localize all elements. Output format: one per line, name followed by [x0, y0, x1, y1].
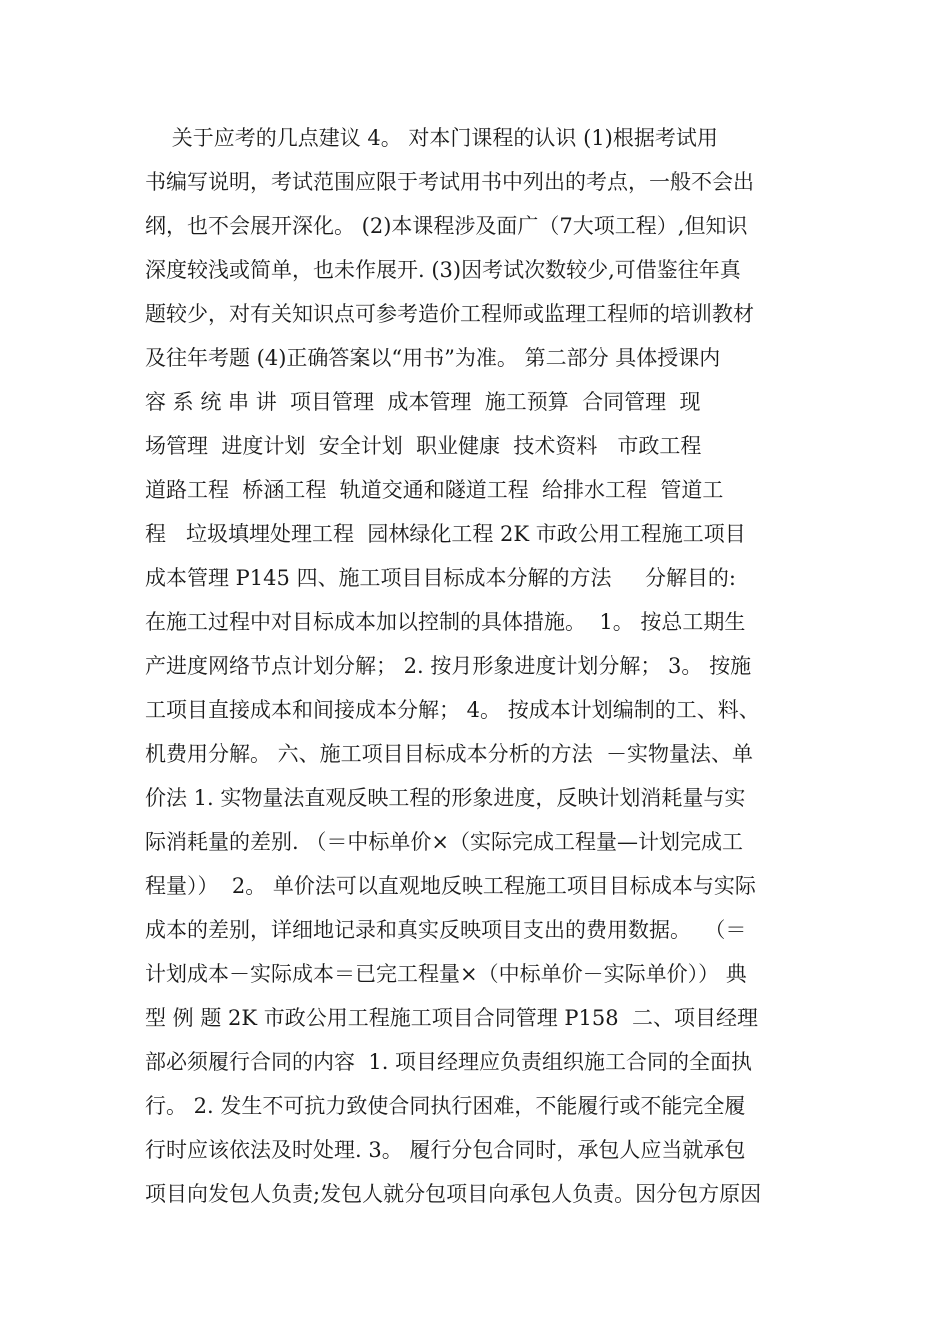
text-line: 场管理 进度计划 安全计划 职业健康 技术资料 市政工程: [145, 434, 702, 458]
text-line: 道路工程 桥涵工程 轨道交通和隧道工程 给排水工程 管道工: [145, 478, 724, 502]
text-line: 程量）） 2。 单价法可以直观地反映工程施工项目目标成本与实际: [145, 874, 756, 898]
body-text: [145, 116, 815, 1216]
text-line: 工项目直接成本和间接成本分解； 4。 按成本计划编制的工、料、: [145, 698, 760, 722]
text-line: 机费用分解。 六、施工项目目标成本分析的方法 －实物量法、单: [145, 742, 754, 766]
text-line: 关于应考的几点建议 4。 对本门课程的认识 (1)根据考试用: [145, 126, 718, 150]
text-line: 际消耗量的差别. （＝中标单价×（实际完成工程量—计划完成工: [145, 830, 743, 854]
text-line: 容 系 统 串 讲 项目管理 成本管理 施工预算 合同管理 现: [145, 390, 701, 414]
text-line: 计划成本－实际成本＝已完工程量×（中标单价－实际单价）） 典: [145, 962, 747, 986]
text-line: 价法 1. 实物量法直观反映工程的形象进度，反映计划消耗量与实: [145, 786, 746, 810]
text-line: 深度较浅或简单，也未作展开. (3)因考试次数较少,可借鉴往年真: [145, 258, 741, 282]
text-line: 行时应该依法及时处理. 3。 履行分包合同时，承包人应当就承包: [145, 1138, 746, 1162]
text-line: 及往年考题 (4)正确答案以“用书”为准。 第二部分 具体授课内: [145, 346, 721, 370]
text-line: 部必须履行合同的内容 1. 项目经理应负责组织施工合同的全面执: [145, 1050, 753, 1074]
text-line: 型 例 题 2K 市政公用工程施工项目合同管理 P158 二、项目经理: [145, 1006, 758, 1030]
text-line: 行。 2. 发生不可抗力致使合同执行困难，不能履行或不能完全履: [145, 1094, 746, 1118]
text-line: 在施工过程中对目标成本加以控制的具体措施。 1。 按总工期生: [145, 610, 746, 634]
text-line: 成本管理 P145 四、施工项目目标成本分解的方法 分解目的:: [145, 566, 737, 590]
text-line: 纲，也不会展开深化。 (2)本课程涉及面广（7大项工程）,但知识: [145, 214, 748, 238]
text-line: 题较少，对有关知识点可参考造价工程师或监理工程师的培训教材: [145, 302, 754, 326]
text-line: 程 垃圾填埋处理工程 园林绿化工程 2K 市政公用工程施工项目: [145, 522, 746, 546]
text-line: 产进度网络节点计划分解； 2. 按月形象进度计划分解； 3。 按施: [145, 654, 752, 678]
text-line: 项目向发包人负责;发包人就分包项目向承包人负责。因分包方原因: [145, 1182, 762, 1206]
text-line: 书编写说明，考试范围应限于考试用书中列出的考点，一般不会出: [145, 170, 754, 194]
text-line: 成本的差别，详细地记录和真实反映项目支出的费用数据。 （＝: [145, 918, 747, 942]
